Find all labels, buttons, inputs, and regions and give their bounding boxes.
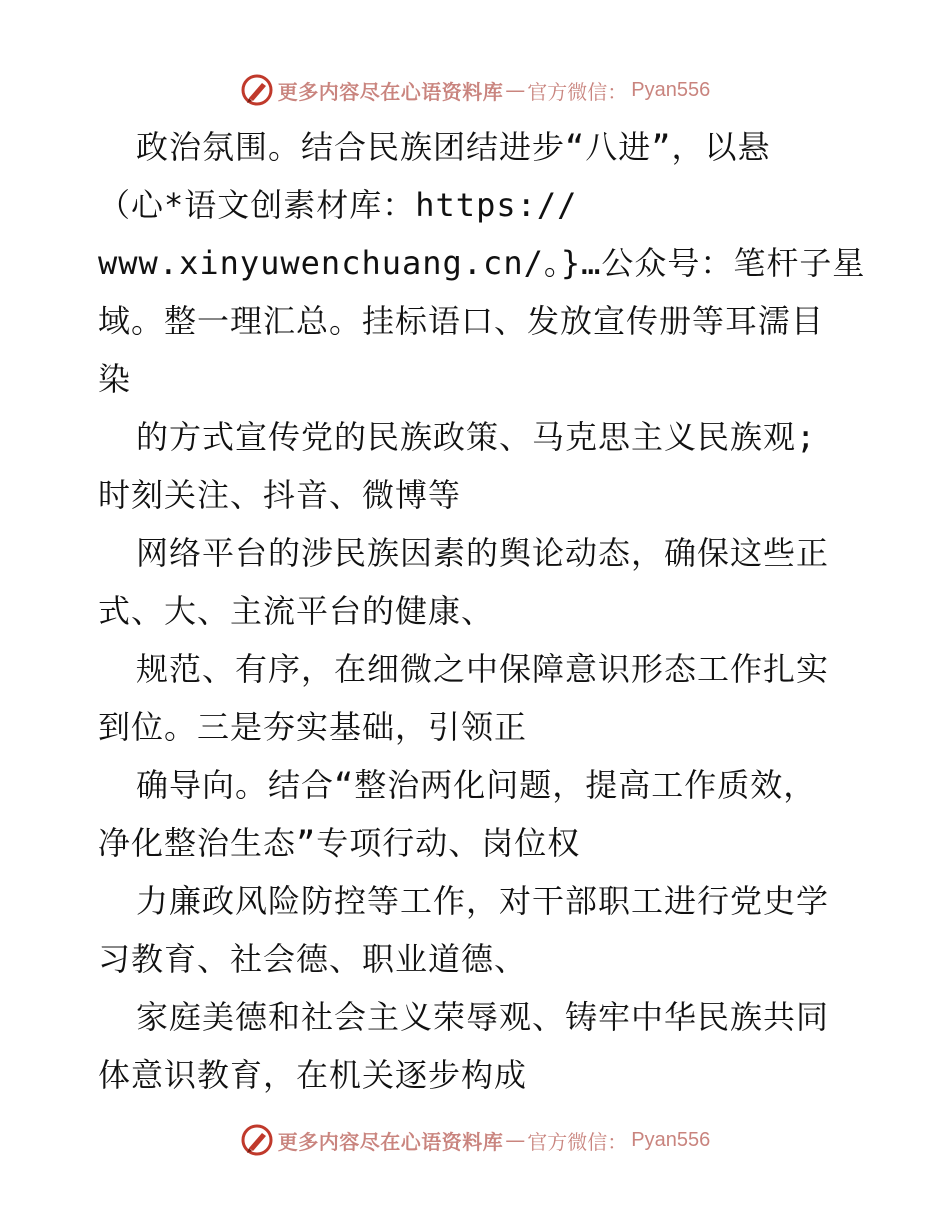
text-line: 规范、有序，在细微之中保障意识形态工作扎实 — [136, 650, 830, 688]
watermark-banner-top — [0, 70, 950, 110]
pen-logo-icon — [240, 1123, 274, 1157]
watermark-id: Pyan556 — [631, 1128, 711, 1151]
text-line: 域。整一理汇总。挂标语口、发放宣传册等耳濡目 — [98, 302, 825, 340]
text-line: 力廉政风险防控等工作，对干部职工进行党史学 — [136, 882, 830, 920]
text-line: 习教育、社会德、职业道德、 — [98, 940, 528, 978]
text-line: 确导向。结合“整治两化问题，提高工作质效， — [136, 766, 817, 804]
watermark-banner-bottom — [0, 1120, 950, 1160]
watermark-main-text: 更多内容尽在心语资料库 — [277, 79, 504, 104]
text-line: （心*语文创素材库：https:// — [98, 186, 578, 224]
text-line: 政治氛围。结合民族团结进步“八进”，以悬 — [136, 128, 771, 166]
watermark-sub-text: 官方微信： — [527, 1129, 628, 1154]
text-line: 的方式宣传党的民族政策、马克思主义民族观; — [136, 418, 817, 456]
watermark-id: Pyan556 — [631, 78, 711, 101]
text-line: www.xinyuwenchuang.cn/。}…公众号：笔杆子星 — [98, 244, 866, 282]
text-line: 网络平台的涉民族因素的舆论动态，确保这些正 — [136, 534, 830, 572]
text-line: 到位。三是夯实基础，引领正 — [98, 708, 528, 746]
watermark-main-text: 更多内容尽在心语资料库 — [277, 1129, 504, 1154]
text-line: 家庭美德和社会主义荣辱观、铸牢中华民族共同 — [136, 998, 830, 1036]
watermark-dash: — — [505, 1128, 526, 1152]
text-line: 式、大、主流平台的健康、 — [98, 592, 495, 630]
text-line: 净化整治生态”专项行动、岗位权 — [98, 824, 581, 862]
body-text — [98, 118, 866, 1104]
text-line: 染 — [98, 360, 132, 398]
text-line: 体意识教育，在机关逐步构成 — [98, 1056, 528, 1094]
text-line: 时刻关注、抖音、微博等 — [98, 476, 462, 514]
watermark-dash: — — [505, 78, 526, 102]
watermark-sub-text: 官方微信： — [527, 79, 628, 104]
pen-logo-icon — [240, 73, 274, 107]
